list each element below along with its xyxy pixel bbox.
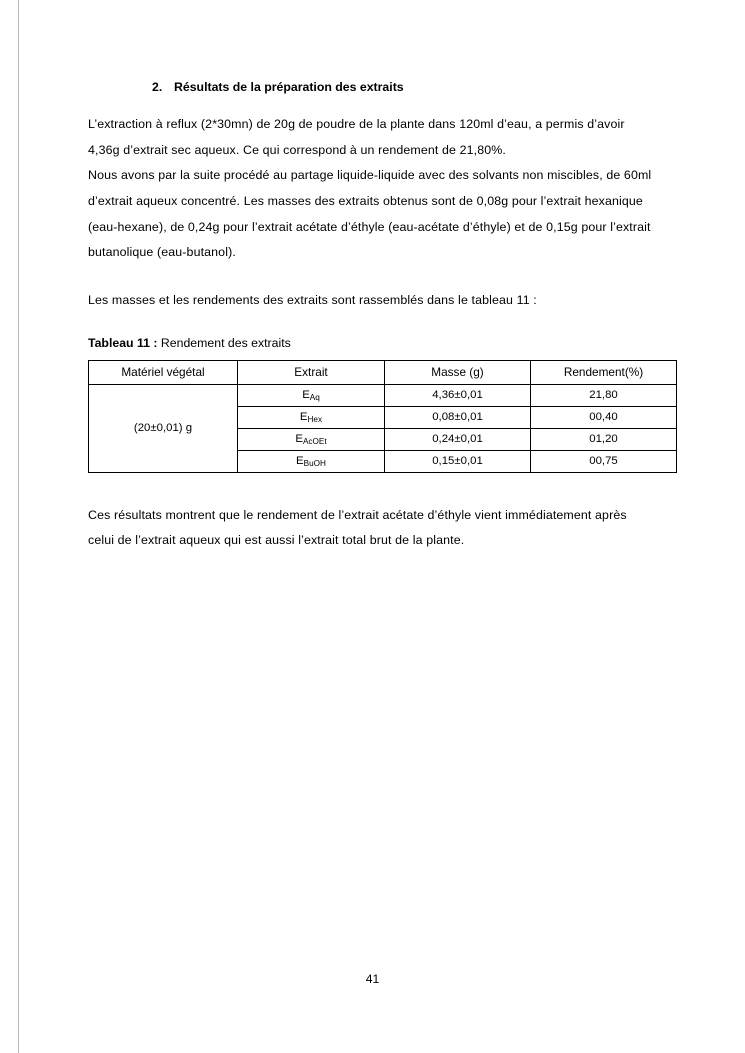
extract-subscript: AcOEt: [302, 436, 327, 446]
paragraph-1: L’extraction à reflux (2*30mn) de 20g de poudre de la plante dans 120ml d’eau, a permis d’avoir 4,36g d’extrait sec aqueux. Ce qui correspond à un rendement de 21,80%.: [88, 116, 625, 157]
mass-cell: 0,24±0,01: [385, 428, 531, 450]
extract-subscript: Hex: [307, 414, 323, 424]
extract-symbol: E: [295, 432, 303, 445]
paragraph-3: Les masses et les rendements des extraits sont rassemblés dans le tableau 11 :: [88, 293, 537, 308]
table-caption-title: Rendement des extraits: [160, 335, 291, 350]
section-title: Résultats de la préparation des extraits: [174, 80, 404, 94]
caption-spacer: [88, 314, 656, 336]
yield-cell: 00,75: [531, 450, 677, 472]
paragraph-2: Nous avons par la suite procédé au partage liquide-liquide avec des solvants non miscibles, de 60ml d’extrait aqueux concentré. Les masses des extraits obtenus sont de 0,08g pour l’extrait hexanique (eau-hexane), de 0,24g pour l’extrait acétate d’éthyle (eau-acétate d’éthyle) et de 0,15g pour l’extrait butanolique (eau-butanol).: [88, 168, 652, 260]
extract-subscript: BuOH: [303, 458, 326, 468]
extract-symbol: E: [302, 388, 310, 401]
yield-cell: 00,40: [531, 406, 677, 428]
yield-cell: 21,80: [531, 384, 677, 406]
extract-cell: [238, 450, 385, 472]
page-margin-rule: [18, 0, 19, 1053]
extract-symbol: E: [296, 454, 304, 467]
material-cell: (20±0,01) g: [89, 384, 238, 472]
mass-cell: 0,08±0,01: [385, 406, 531, 428]
column-header-material: Matériel végétal: [89, 360, 238, 384]
section-heading: [88, 80, 656, 96]
paragraph-spacer: [88, 266, 656, 288]
table-caption-label: Tableau 11 :: [88, 335, 158, 350]
yield-cell: 01,20: [531, 428, 677, 450]
extract-cell: [238, 406, 385, 428]
extract-cell: [238, 384, 385, 406]
column-header-mass: Masse (g): [385, 360, 531, 384]
table-spacer: [88, 473, 656, 503]
table-row: [89, 384, 677, 406]
table-caption: [88, 336, 656, 350]
mass-cell: 0,15±0,01: [385, 450, 531, 472]
mass-cell: 4,36±0,01: [385, 384, 531, 406]
extract-subscript: Aq: [309, 392, 320, 402]
extract-cell: [238, 428, 385, 450]
extract-symbol: E: [299, 410, 308, 423]
closing-paragraph: Ces résultats montrent que le rendement de l’extrait acétate d’éthyle vient immédiatement après celui de l’extrait aqueux qui est aussi l’extrait total brut de la plante.: [88, 507, 627, 548]
page-content: [88, 80, 656, 554]
section-number: 2.: [152, 80, 163, 94]
column-header-yield: Rendement(%): [531, 360, 677, 384]
table-header: [89, 360, 677, 384]
table-header-row: [89, 360, 677, 384]
table-body: [89, 384, 677, 472]
column-header-extract: Extrait: [238, 360, 385, 384]
results-table: [88, 360, 677, 473]
page-number: 41: [365, 972, 380, 986]
